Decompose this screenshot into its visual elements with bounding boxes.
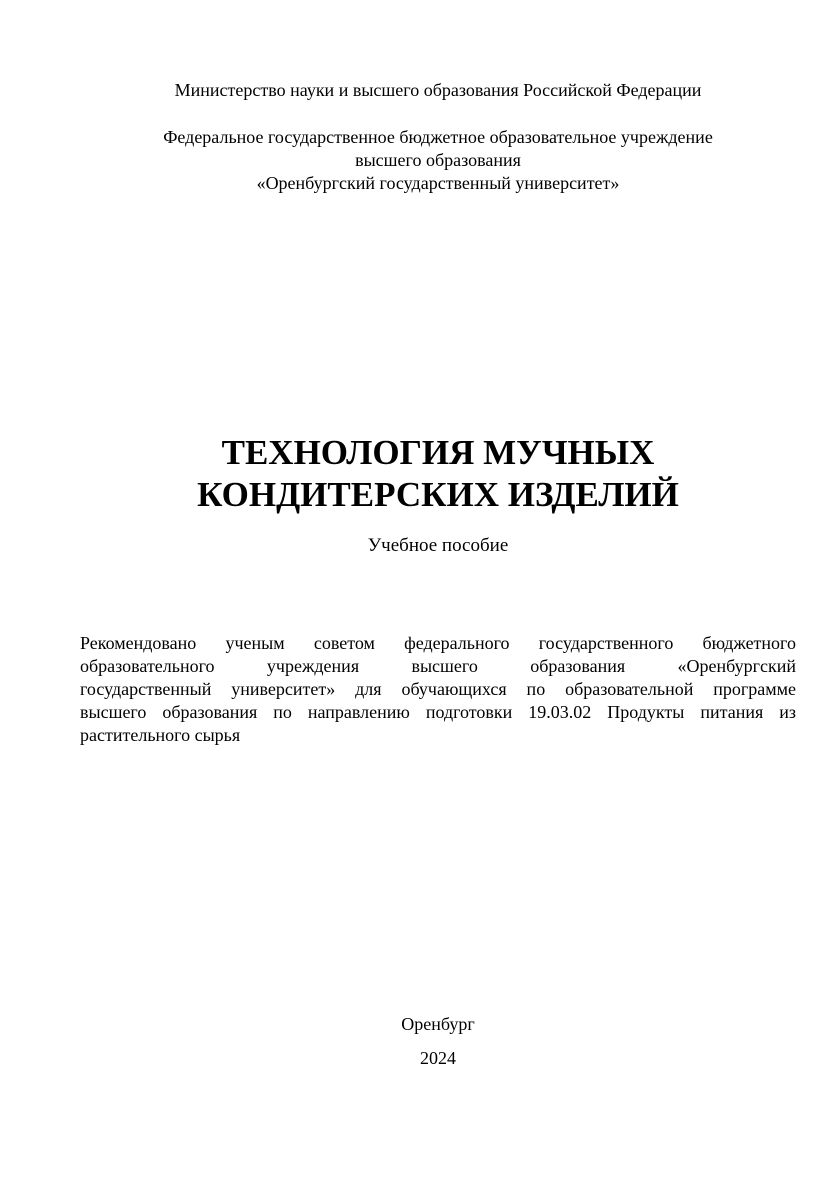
recommendation-paragraph — [80, 632, 796, 747]
recommendation-line: Рекомендовано ученым советом федерального государственного бюджетного — [80, 633, 796, 653]
recommendation-line: образовательного учреждения высшего образования «Оренбургский — [80, 656, 796, 676]
book-title-line-1: ТЕХНОЛОГИЯ МУЧНЫХ — [221, 433, 655, 472]
institution-line-3: «Оренбургский государственный университет» — [256, 173, 620, 193]
ministry-name: Министерство науки и высшего образования Российской Федерации — [174, 80, 702, 100]
recommendation-line: высшего образования по направлению подготовки 19.03.02 Продукты питания из — [80, 702, 796, 722]
publication-city: Оренбург — [401, 1014, 475, 1034]
recommendation-line: государственный университет» для обучающихся по образовательной программе — [80, 679, 796, 699]
institution-line-1: Федеральное государственное бюджетное образовательное учреждение — [163, 127, 713, 147]
publication-year: 2024 — [420, 1048, 456, 1068]
book-title-line-2: КОНДИТЕРСКИХ ИЗДЕЛИЙ — [197, 475, 679, 514]
institution-line-2: высшего образования — [355, 150, 521, 170]
recommendation-line: растительного сырья — [80, 725, 241, 745]
book-subtitle: Учебное пособие — [367, 535, 509, 556]
